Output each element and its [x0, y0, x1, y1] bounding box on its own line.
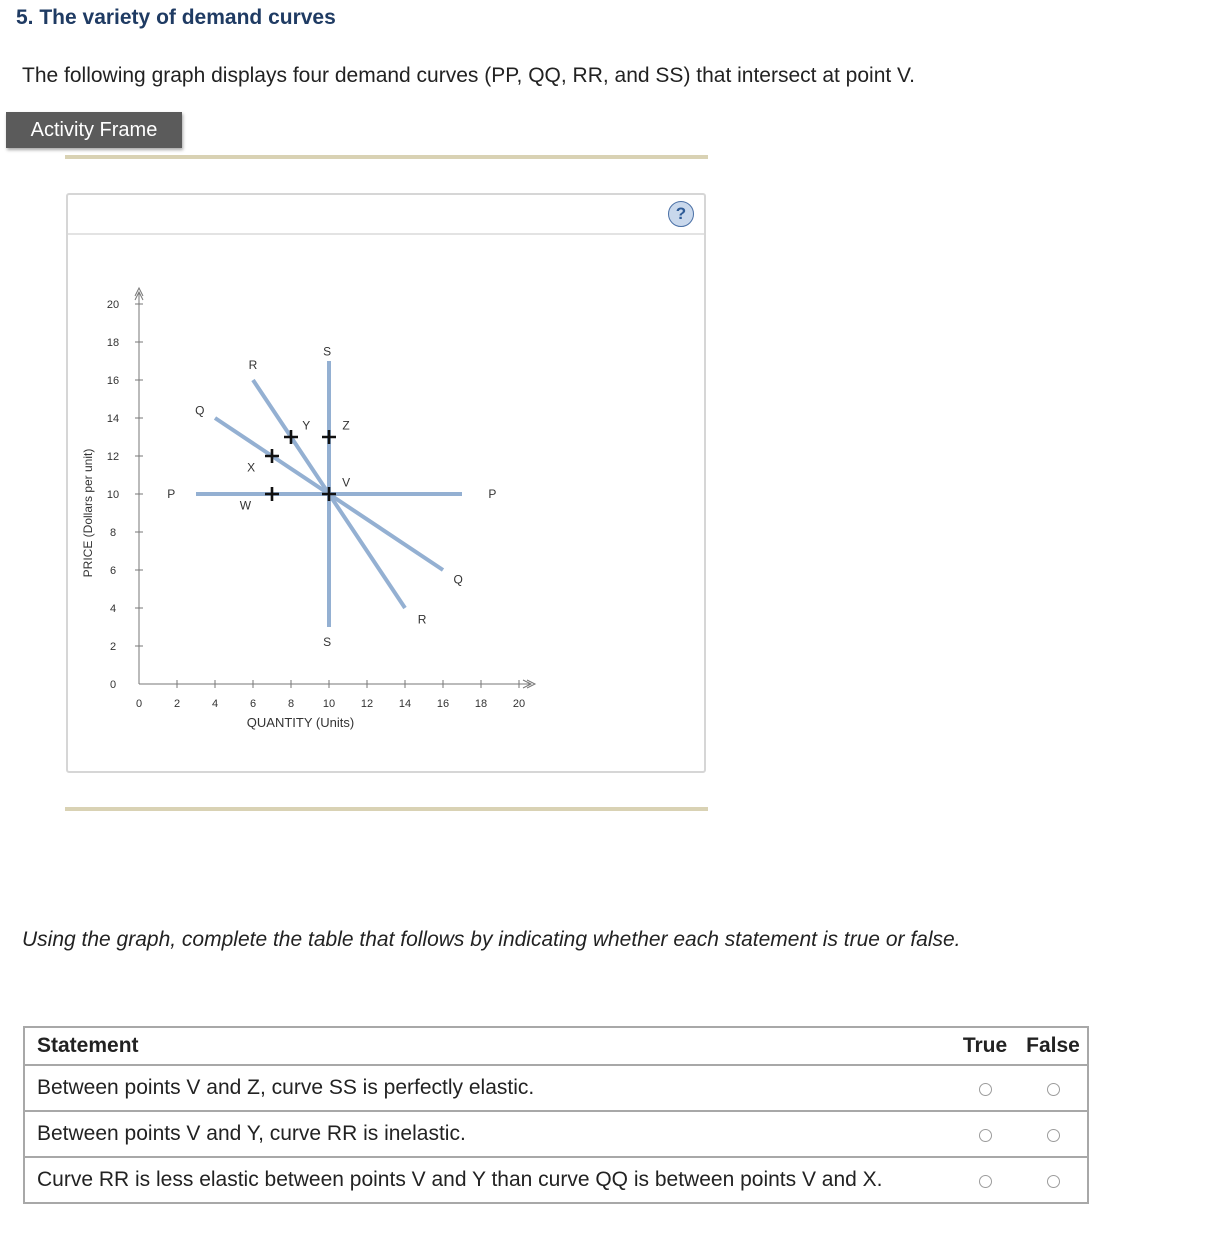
- x-axis-title: QUANTITY (Units): [246, 715, 355, 730]
- table-row: [24, 1065, 1088, 1111]
- y-tick-label: 10: [106, 489, 120, 501]
- header-true: True: [951, 1027, 1019, 1065]
- statement-text: Curve RR is less elastic between points V and Y than curve QQ is between points V and X.: [24, 1157, 951, 1203]
- x-tick-label: 14: [398, 698, 412, 710]
- x-tick-label: 20: [512, 698, 526, 710]
- y-axis-title: PRICE (Dollars per unit): [81, 448, 95, 578]
- header-false: False: [1019, 1027, 1088, 1065]
- true-radio[interactable]: [979, 1129, 992, 1142]
- x-tick-label: 18: [474, 698, 488, 710]
- question-intro: The following graph displays four demand curves (PP, QQ, RR, and SS) that intersect at point V.: [22, 64, 915, 87]
- curve-label-start-pp: P: [167, 487, 176, 501]
- y-tick-label: 20: [106, 299, 120, 311]
- x-tick-label: 8: [287, 698, 295, 710]
- bottom-divider: [65, 807, 708, 811]
- point-marker-z: [322, 430, 336, 444]
- help-symbol: ?: [675, 204, 687, 223]
- task-instructions: Using the graph, complete the table that follows by indicating whether each statement is true or false.: [22, 928, 961, 951]
- header-statement: Statement: [24, 1027, 951, 1065]
- top-divider: [65, 155, 708, 159]
- y-tick-label: 16: [106, 375, 120, 387]
- table-header-row: [24, 1027, 1088, 1065]
- question-heading: 5. The variety of demand curves: [16, 6, 336, 29]
- point-label-w: W: [239, 498, 252, 513]
- curve-label-start-ss: S: [323, 344, 332, 359]
- point-marker-w: [265, 487, 279, 501]
- y-tick-label: 8: [109, 527, 117, 539]
- false-radio[interactable]: [1047, 1129, 1060, 1142]
- false-radio-cell: [1019, 1111, 1088, 1157]
- true-radio-cell: [951, 1157, 1019, 1203]
- x-tick-label: 6: [249, 698, 257, 710]
- point-label-x: X: [247, 460, 256, 475]
- false-radio[interactable]: [1047, 1175, 1060, 1188]
- table-row: [24, 1111, 1088, 1157]
- true-radio[interactable]: [979, 1083, 992, 1096]
- x-tick-label: 10: [322, 698, 336, 710]
- x-tick-label: 12: [360, 698, 374, 710]
- table-row: [24, 1157, 1088, 1203]
- y-tick-label: 14: [106, 413, 120, 425]
- false-radio[interactable]: [1047, 1083, 1060, 1096]
- point-label-y: Y: [302, 418, 311, 433]
- false-radio-cell: [1019, 1157, 1088, 1203]
- y-tick-label: 12: [106, 451, 120, 463]
- true-radio[interactable]: [979, 1175, 992, 1188]
- curve-label-end-qq: Q: [453, 572, 463, 587]
- x-tick-label: 0: [135, 698, 143, 710]
- activity-frame-label: Activity Frame: [6, 112, 182, 148]
- statement-table: [23, 1026, 1089, 1204]
- curve-label-end-rr: R: [417, 612, 427, 627]
- graph-panel: [66, 193, 706, 773]
- question-circle-icon[interactable]: [668, 201, 694, 227]
- x-tick-label: 4: [211, 698, 219, 710]
- x-tick-label: 2: [173, 698, 181, 710]
- true-radio-cell: [951, 1111, 1019, 1157]
- y-tick-label: 2: [109, 641, 117, 653]
- point-label-v: V: [342, 475, 351, 490]
- y-tick-label: 6: [109, 565, 117, 577]
- statement-text: Between points V and Y, curve RR is inelastic.: [24, 1111, 951, 1157]
- curve-label-start-rr: R: [248, 357, 258, 372]
- y-tick-label: 0: [109, 679, 117, 691]
- x-tick-label: 16: [436, 698, 450, 710]
- true-radio-cell: [951, 1065, 1019, 1111]
- curve-label-end-ss: S: [323, 635, 332, 650]
- graph-toolbar: [68, 195, 704, 235]
- false-radio-cell: [1019, 1065, 1088, 1111]
- y-tick-label: 18: [106, 337, 120, 349]
- point-label-z: Z: [342, 418, 350, 433]
- y-tick-label: 4: [109, 603, 117, 615]
- curve-label-end-pp: P: [488, 487, 497, 501]
- curve-label-start-qq: Q: [195, 403, 205, 418]
- demand-curves-chart: [68, 235, 704, 771]
- statement-text: Between points V and Z, curve SS is perfectly elastic.: [24, 1065, 951, 1111]
